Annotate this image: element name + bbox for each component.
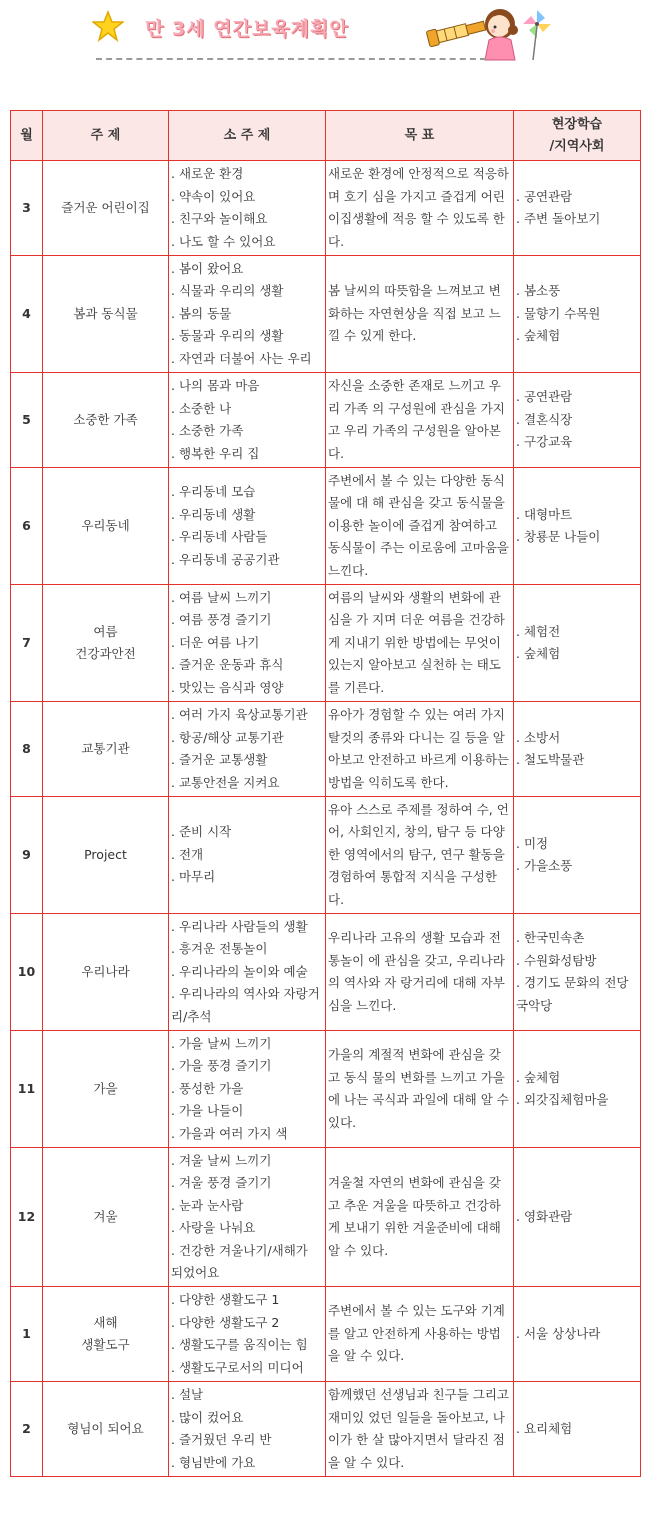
field-trip-cell xyxy=(514,373,641,468)
field-trip-item: . 물향기 수목원 xyxy=(516,305,601,321)
goal-cell: 자신을 소중한 존재로 느끼고 우리 가족 의 구성원에 관심을 가지고 우리 가족의 구성원을 알아본다. xyxy=(326,373,514,468)
month-cell: 9 xyxy=(11,797,43,914)
field-trip-cell xyxy=(514,585,641,702)
field-trip-item: . 공연관람 xyxy=(516,389,573,405)
subtheme-item: . 맛있는 음식과 영양 xyxy=(171,679,284,695)
subtheme-item: . 우리나라 사람들의 생활 xyxy=(171,918,308,934)
subtheme-item: . 건강한 겨울나기/새해가 되었어요 xyxy=(171,1242,308,1280)
theme-text: 새해 xyxy=(93,1314,118,1330)
subtheme-item: . 더운 여름 나기 xyxy=(171,634,260,650)
field-trip-cell xyxy=(514,1148,641,1287)
field-trip-cell xyxy=(514,797,641,914)
goal-cell: 주변에서 볼 수 있는 도구와 기계를 알고 안전하게 사용하는 방법을 알 수 있다. xyxy=(326,1287,514,1382)
theme-cell xyxy=(43,256,169,373)
theme-text: 우리나라 xyxy=(81,963,130,979)
theme-text: 교통기관 xyxy=(81,740,130,756)
subtheme-cell xyxy=(169,468,326,585)
month-cell: 5 xyxy=(11,373,43,468)
month-cell: 8 xyxy=(11,702,43,797)
column-header-field-trip xyxy=(514,111,641,161)
field-trip-item: . 결혼식장 xyxy=(516,411,573,427)
subtheme-item: . 겨울 풍경 즐기기 xyxy=(171,1175,272,1190)
subtheme-cell xyxy=(169,797,326,914)
column-header-goal: 목 표 xyxy=(326,111,514,161)
field-trip-item: . 체험전 xyxy=(516,623,561,639)
theme-cell xyxy=(43,1382,169,1477)
theme-text: Project xyxy=(84,846,127,862)
subtheme-item: . 겨울 날씨 느끼기 xyxy=(171,1152,272,1168)
table-header-row xyxy=(11,111,641,161)
theme-text: 가을 xyxy=(93,1080,118,1096)
subtheme-item: . 친구와 놀이해요 xyxy=(171,211,268,226)
field-trip-item: . 수원화성탐방 xyxy=(516,952,597,968)
field-trip-cell xyxy=(514,468,641,585)
field-trip-cell xyxy=(514,161,641,256)
field-trip-cell xyxy=(514,1031,641,1148)
table-row xyxy=(11,797,641,914)
subtheme-item: . 우리나라의 놀이와 예술 xyxy=(171,963,308,979)
subtheme-item: . 많이 컸어요 xyxy=(171,1409,244,1425)
subtheme-item: . 우리동네 공공기관 xyxy=(171,551,280,567)
subtheme-item: . 우리동네 모습 xyxy=(171,484,256,499)
field-trip-item: . 주변 돌아보기 xyxy=(516,211,601,226)
subtheme-item: . 새로운 환경 xyxy=(171,166,244,181)
field-trip-item: . 소방서 xyxy=(516,729,561,745)
field-trip-item: . 숲체험 xyxy=(516,1069,561,1085)
subtheme-item: . 눈과 눈사람 xyxy=(171,1197,244,1213)
theme-text: 형님이 되어요 xyxy=(67,1420,144,1436)
subtheme-item: . 식물과 우리의 생활 xyxy=(171,283,284,299)
column-header-subtheme: 소 주 제 xyxy=(169,111,326,161)
subtheme-item: . 소중한 가족 xyxy=(171,423,244,438)
girl-telescope-illustration xyxy=(425,0,555,66)
theme-text: 소중한 가족 xyxy=(73,411,138,427)
subtheme-item: . 마무리 xyxy=(171,869,216,885)
month-cell: 12 xyxy=(11,1148,43,1287)
subtheme-item: . 자연과 더불어 사는 우리 xyxy=(171,350,312,366)
month-cell: 4 xyxy=(11,256,43,373)
subtheme-item: . 다양한 생활도구 2 xyxy=(171,1314,280,1330)
subtheme-item: . 풍성한 가을 xyxy=(171,1080,244,1096)
goal-cell: 주변에서 볼 수 있는 다양한 동식물에 대 해 관심을 갖고 동식물을 이용한 놀이에 즐겁게 참여하고 동식물이 주는 이로움에 고마움을 느낀다. xyxy=(326,468,514,585)
goal-cell: 봄 날씨의 따뜻함을 느껴보고 변화하는 자연현상을 직접 보고 느낄 수 있게 한다. xyxy=(326,256,514,373)
subtheme-item: . 생활도구로서의 미디어 xyxy=(171,1359,304,1375)
subtheme-item: . 사랑을 나눠요 xyxy=(171,1220,256,1235)
month-cell: 10 xyxy=(11,914,43,1031)
table-row xyxy=(11,1148,641,1287)
theme-text: 건강과안전 xyxy=(75,646,136,661)
table-row xyxy=(11,161,641,256)
column-header-field-line2: /지역사회 xyxy=(549,138,605,154)
subtheme-item: . 즐거웠던 우리 반 xyxy=(171,1432,272,1447)
month-cell: 7 xyxy=(11,585,43,702)
theme-cell xyxy=(43,702,169,797)
goal-cell: 새로운 환경에 안정적으로 적응하며 호기 심을 가지고 즐겁게 어린이집생활에 적응 할 수 있도록 한다. xyxy=(326,161,514,256)
theme-cell xyxy=(43,161,169,256)
subtheme-item: . 즐거운 교통생활 xyxy=(171,752,268,767)
field-trip-item: . 경기도 문화의 전당 국악당 xyxy=(516,975,629,1013)
field-trip-item: . 철도박물관 xyxy=(516,752,585,767)
goal-cell: 여름의 날씨와 생활의 변화에 관심을 가 지며 더운 여름을 건강하게 지내기 위한 방법에는 무엇이 있는지 알아보고 실천하 는 태도를 기른다. xyxy=(326,585,514,702)
goal-cell: 함께했던 선생님과 친구들 그리고 재미있 었던 일들을 돌아보고, 나이가 한 살 많아지면서 달라진 점을 알 수 있다. xyxy=(326,1382,514,1477)
column-header-theme: 주 제 xyxy=(43,111,169,161)
field-trip-item: . 대형마트 xyxy=(516,506,573,522)
subtheme-item: . 가을 풍경 즐기기 xyxy=(171,1058,272,1074)
goal-cell: 유아 스스로 주제를 정하여 수, 언어, 사회인지, 창의, 탐구 등 다양한 영역에서의 탐구, 연구 활동을 경험하여 통합적 지식을 구성한다. xyxy=(326,797,514,914)
subtheme-item: . 나도 할 수 있어요 xyxy=(171,233,276,249)
subtheme-item: . 항공/해상 교통기관 xyxy=(171,729,284,745)
subtheme-cell xyxy=(169,1031,326,1148)
theme-cell xyxy=(43,797,169,914)
table-row xyxy=(11,914,641,1031)
month-cell: 2 xyxy=(11,1382,43,1477)
theme-text: 겨울 xyxy=(93,1208,118,1224)
month-cell: 11 xyxy=(11,1031,43,1148)
column-header-field-line1: 현장학습 xyxy=(551,116,603,132)
star-icon xyxy=(92,10,124,46)
header-divider xyxy=(96,58,486,60)
month-cell: 1 xyxy=(11,1287,43,1382)
field-trip-item: . 가을소풍 xyxy=(516,858,573,873)
subtheme-item: . 나의 몸과 마음 xyxy=(171,378,260,393)
subtheme-item: . 행복한 우리 집 xyxy=(171,445,260,461)
field-trip-item: . 숲체험 xyxy=(516,328,561,344)
field-trip-item: . 외갓집체험마을 xyxy=(516,1092,609,1107)
field-trip-item: . 한국민속촌 xyxy=(516,930,585,945)
theme-cell xyxy=(43,373,169,468)
field-trip-item: . 서울 상상나라 xyxy=(516,1325,601,1341)
subtheme-item: . 설날 xyxy=(171,1387,204,1402)
subtheme-item: . 전개 xyxy=(171,846,204,862)
field-trip-cell xyxy=(514,914,641,1031)
table-row xyxy=(11,256,641,373)
table-row xyxy=(11,1287,641,1382)
subtheme-item: . 가을과 여러 가지 색 xyxy=(171,1125,288,1141)
subtheme-cell xyxy=(169,1148,326,1287)
theme-cell xyxy=(43,1287,169,1382)
field-trip-cell xyxy=(514,256,641,373)
table-row xyxy=(11,702,641,797)
theme-text: 봄과 동식물 xyxy=(73,305,138,321)
subtheme-item: . 형님반에 가요 xyxy=(171,1454,256,1470)
subtheme-item: . 준비 시작 xyxy=(171,824,232,840)
subtheme-cell xyxy=(169,161,326,256)
subtheme-item: . 가을 날씨 느끼기 xyxy=(171,1035,272,1051)
subtheme-cell xyxy=(169,585,326,702)
subtheme-item: . 소중한 나 xyxy=(171,400,232,416)
field-trip-item: . 구강교육 xyxy=(516,434,573,450)
table-row xyxy=(11,1031,641,1148)
field-trip-item: . 봄소풍 xyxy=(516,283,561,299)
theme-text: 생활도구 xyxy=(81,1337,130,1352)
page-header xyxy=(0,0,656,70)
theme-text: 즐거운 어린이집 xyxy=(61,199,150,215)
subtheme-cell xyxy=(169,256,326,373)
month-cell: 6 xyxy=(11,468,43,585)
table-row xyxy=(11,373,641,468)
field-trip-item: . 미정 xyxy=(516,835,549,851)
theme-cell xyxy=(43,585,169,702)
subtheme-item: . 생활도구를 움직이는 힘 xyxy=(171,1337,308,1352)
theme-cell xyxy=(43,914,169,1031)
subtheme-cell xyxy=(169,914,326,1031)
goal-cell: 가을의 계절적 변화에 관심을 갖고 동식 물의 변화를 느끼고 가을에 나는 곡식과 과일에 대해 알 수 있다. xyxy=(326,1031,514,1148)
subtheme-cell xyxy=(169,1287,326,1382)
subtheme-cell xyxy=(169,373,326,468)
theme-text: 우리동네 xyxy=(81,517,130,533)
theme-cell xyxy=(43,1031,169,1148)
field-trip-item: . 창룡문 나들이 xyxy=(516,529,601,544)
subtheme-item: . 우리나라의 역사와 자랑거리/추석 xyxy=(171,986,320,1024)
subtheme-item: . 여름 날씨 느끼기 xyxy=(171,589,272,605)
theme-cell xyxy=(43,468,169,585)
goal-cell: 겨울철 자연의 변화에 관심을 갖고 추운 겨울을 따뜻하고 건강하게 보내기 위한 겨울준비에 대해 알 수 있다. xyxy=(326,1148,514,1287)
theme-cell xyxy=(43,1148,169,1287)
page-title: 만 3세 연간보육계획안 xyxy=(145,18,349,40)
subtheme-item: . 다양한 생활도구 1 xyxy=(171,1292,280,1307)
field-trip-cell xyxy=(514,1287,641,1382)
subtheme-item: . 여러 가지 육상교통기관 xyxy=(171,707,308,722)
subtheme-item: . 여름 풍경 즐기기 xyxy=(171,612,272,628)
subtheme-item: . 봄이 왔어요 xyxy=(171,260,244,276)
field-trip-item: . 요리체험 xyxy=(516,1420,573,1436)
subtheme-item: . 봄의 동물 xyxy=(171,305,232,321)
field-trip-item: . 숲체험 xyxy=(516,646,561,661)
field-trip-item: . 공연관람 xyxy=(516,188,573,204)
annual-plan-table xyxy=(10,110,641,1477)
field-trip-item: . 영화관람 xyxy=(516,1208,573,1224)
table-row xyxy=(11,1382,641,1477)
subtheme-cell xyxy=(169,702,326,797)
theme-text: 여름 xyxy=(93,623,118,639)
month-cell: 3 xyxy=(11,161,43,256)
field-trip-cell xyxy=(514,702,641,797)
table-row xyxy=(11,468,641,585)
subtheme-item: . 가을 나들이 xyxy=(171,1103,244,1119)
subtheme-item: . 교통안전을 지켜요 xyxy=(171,774,280,790)
subtheme-item: . 흥겨운 전통놀이 xyxy=(171,941,268,957)
subtheme-item: . 약속이 있어요 xyxy=(171,188,256,204)
table-row xyxy=(11,585,641,702)
subtheme-cell xyxy=(169,1382,326,1477)
goal-cell: 우리나라 고유의 생활 모습과 전통놀이 에 관심을 갖고, 우리나라의 역사와 자 랑거리에 대해 자부심을 느낀다. xyxy=(326,914,514,1031)
subtheme-item: . 동물과 우리의 생활 xyxy=(171,328,284,344)
subtheme-item: . 우리동네 생활 xyxy=(171,506,256,522)
goal-cell: 유아가 경험할 수 있는 여러 가지 탈것의 종류와 다니는 길 등을 알아보고 안전하고 바르게 이용하는 방법을 익히도록 한다. xyxy=(326,702,514,797)
subtheme-item: . 우리동네 사람들 xyxy=(171,529,268,544)
subtheme-item: . 즐거운 운동과 휴식 xyxy=(171,657,284,673)
field-trip-cell xyxy=(514,1382,641,1477)
column-header-month: 월 xyxy=(11,111,43,161)
